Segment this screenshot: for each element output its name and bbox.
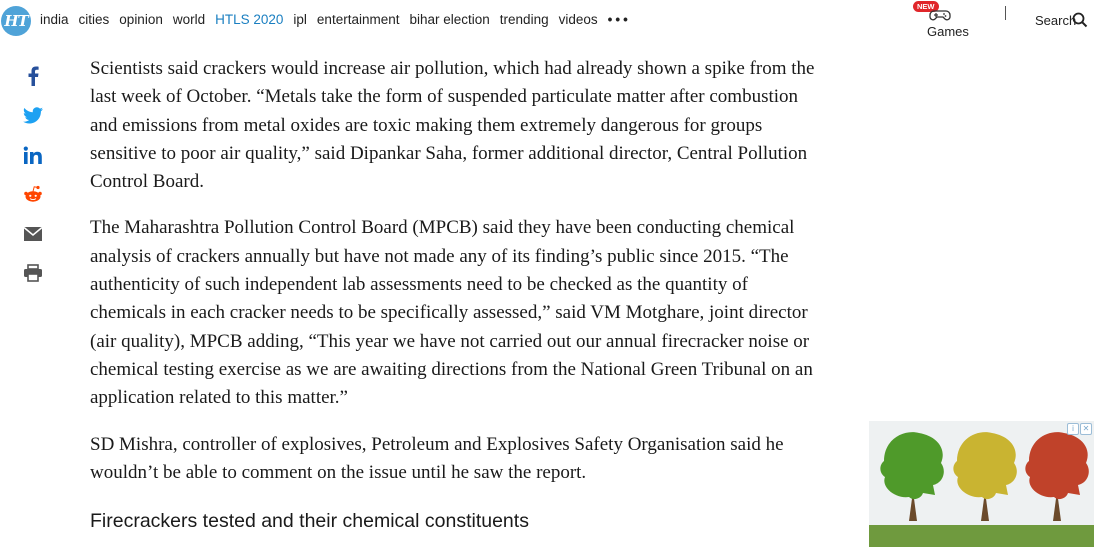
nav-item-videos[interactable]: videos (558, 12, 598, 27)
article-body (90, 55, 815, 535)
ht-logo[interactable]: HT (1, 6, 31, 36)
advertisement[interactable] (869, 421, 1094, 547)
nav-item-ipl[interactable]: ipl (293, 12, 307, 27)
search-button[interactable] (1035, 12, 1088, 28)
facebook-icon[interactable] (22, 65, 44, 87)
games-label: Games (927, 24, 969, 39)
reddit-icon[interactable] (22, 183, 44, 205)
nav-item-cities[interactable]: cities (78, 12, 110, 27)
twitter-icon[interactable] (22, 104, 44, 126)
header-divider (1005, 6, 1006, 20)
nav-item-opinion[interactable]: opinion (119, 12, 163, 27)
ad-choices[interactable] (1067, 423, 1092, 435)
gamepad-icon (929, 7, 951, 23)
more-menu-button[interactable]: ••• (607, 12, 631, 27)
nav-item-trending[interactable]: trending (499, 12, 549, 27)
games-link[interactable] (917, 2, 969, 39)
ad-close-icon[interactable]: ✕ (1080, 423, 1092, 435)
new-badge: NEW (913, 1, 939, 12)
main-nav (40, 12, 641, 27)
ad-info-icon[interactable]: i (1067, 423, 1079, 435)
linkedin-icon[interactable] (22, 144, 44, 166)
search-icon (1072, 12, 1088, 28)
nav-item-world[interactable]: world (172, 12, 206, 27)
nav-item-bihar-election[interactable]: bihar election (409, 12, 490, 27)
article-paragraph: Scientists said crackers would increase air pollution, which had already shown a spike from the last week of October. “Metals take the form of suspended particulate matter after combustion and emissions from metal oxides are toxic making them extremely dangerous for groups sensitive to poor air quality,” said Dipankar Saha, former additional director, Central Pollution Control Board. (90, 58, 815, 193)
email-icon[interactable] (22, 223, 44, 245)
nav-item-entertainment[interactable]: entertainment (316, 12, 400, 27)
print-icon[interactable] (22, 262, 44, 284)
ad-image-trees (869, 421, 1094, 547)
article-paragraph: The Maharashtra Pollution Control Board (MPCB) said they have been conducting chemical analysis of crackers annually but have not made any of its finding’s public since 2015. “The authenticity of such independent lab assessments need to be checked as the quantity of chemicals in each cracker needs to be specifically assessed,” said VM Motghare, joint director (air quality), MPCB adding, “This year we have not carried out our annual firecracker noise or chemical testing exercise as we are awaiting directions from the National Green Tribunal on an application related to this matter.” (90, 217, 813, 409)
search-label: Search (1035, 12, 1077, 28)
nav-item-htls-2020[interactable]: HTLS 2020 (215, 12, 284, 27)
article-subheading: Firecrackers tested and their chemical constituents (90, 510, 529, 533)
nav-item-india[interactable]: india (40, 12, 69, 27)
top-navigation-bar (0, 0, 1100, 42)
article-paragraph: SD Mishra, controller of explosives, Petroleum and Explosives Safety Organisation said he wouldn’t be able to comment on the issue until he saw the report. (90, 433, 784, 483)
